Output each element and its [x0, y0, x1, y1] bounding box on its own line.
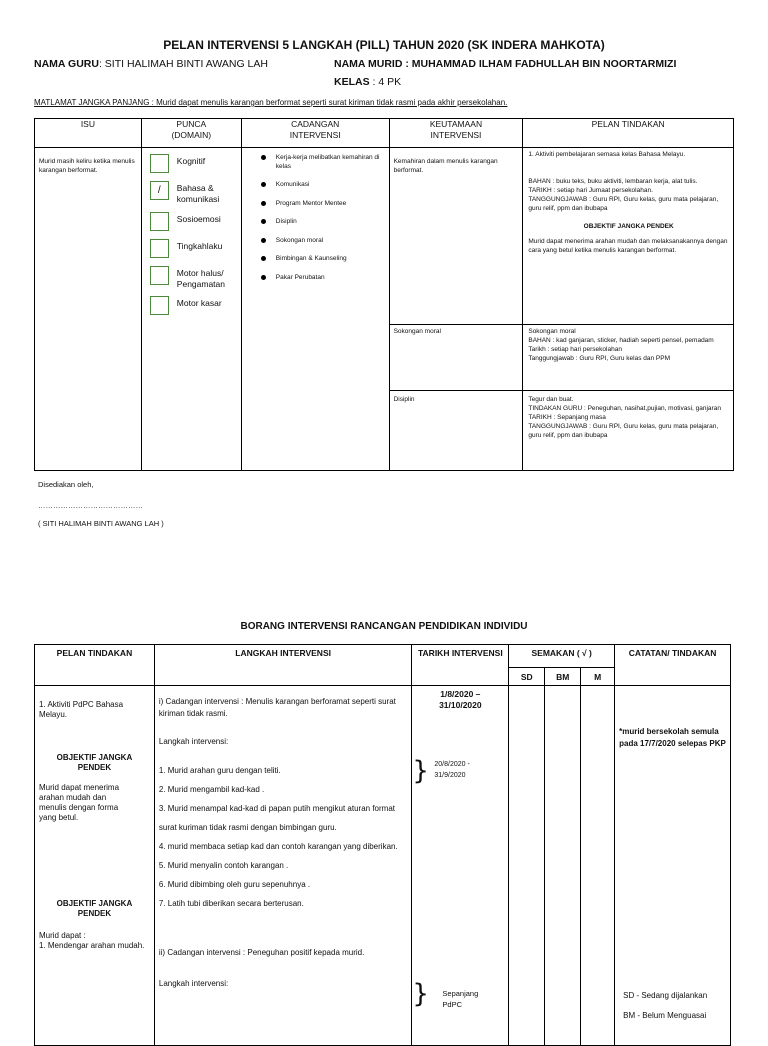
pelan-cell-1: [523, 148, 734, 325]
intervention-plan-table: [34, 118, 734, 471]
class-label: KELAS: [334, 76, 370, 88]
langkah-item: 2. Murid mengambil kad-kad .: [158, 785, 265, 794]
cadangan-item: Program Mentor Mentee: [258, 200, 381, 209]
semakan-sd-cell[interactable]: [509, 686, 545, 1046]
pelan-objective-heading: OBJEKTIF JANGKA PENDEK: [583, 223, 674, 230]
header-m: M: [581, 668, 615, 686]
langkah-item: 3. Murid menampal kad-kad di papan putih mengikut aturan format surat kuriman tidak rasmi dengan bimbingan guru.: [158, 804, 396, 832]
domain-list: [142, 148, 241, 315]
langkah-item: 5. Murid menyalin contoh karangan .: [158, 861, 289, 870]
form2-objective-1: OBJEKTIF JANGKA PENDEK: [56, 753, 133, 772]
domain-motor-kasar[interactable]: [150, 296, 241, 315]
tarikh-sub: 20/8/2020 - 31/9/2020: [434, 761, 470, 779]
cadangan-item: Bimbingan & Kaunseling: [258, 255, 381, 264]
student-name: NAMA MURID : MUHAMMAD ILHAM FADHULLAH BIN NOORTARMIZI: [334, 58, 677, 70]
domain-sosioemosi[interactable]: [150, 212, 241, 231]
form2-pelan-cell: [35, 686, 155, 1046]
langkah-item: Langkah intervensi:: [158, 737, 229, 746]
header-langkah: LANGKAH INTERVENSI: [154, 645, 412, 686]
langkah-item: ii) Cadangan intervensi : Peneguhan positif kepada murid.: [158, 948, 365, 957]
document-title: PELAN INTERVENSI 5 LANGKAH (PILL) TAHUN 2020 (SK INDERA MAHKOTA): [163, 38, 605, 52]
checkbox-tingkahlaku[interactable]: [150, 239, 169, 258]
header-punca: PUNCA (DOMAIN): [141, 119, 241, 148]
signature-line: ……………………………………: [38, 501, 143, 510]
cadangan-cell: [241, 148, 389, 471]
domain-label: Motor kasar: [176, 298, 222, 308]
form2-header-row: [35, 645, 731, 668]
header-semakan: SEMAKAN ( √ ): [509, 645, 615, 668]
header-pelan: PELAN TINDAKAN: [523, 119, 734, 148]
catatan-bm: BM - Belum Menguasai: [623, 1011, 707, 1020]
domain-motor-halus[interactable]: [150, 266, 241, 290]
domain-label: Kognitif: [176, 156, 206, 166]
table1-row-1: [35, 148, 734, 325]
semakan-bm-cell[interactable]: [545, 686, 581, 1046]
form2-objective-2: OBJEKTIF JANGKA PENDEK: [56, 899, 133, 918]
pelan-text: Tegur dan buat. TINDAKAN GURU : Peneguhan, nasihat,pujian, motivasi, ganjaran TARIKH : Sepanjang masa TANGGUNGJAWAB : Guru RPI, Guru kelas, guru mata pelajaran, guru relif, ppm dan ibubapa: [528, 396, 721, 439]
form2-title: BORANG INTERVENSI RANCANGAN PENDIDIKAN INDIVIDU: [240, 621, 528, 632]
langkah-item: 7. Latih tubi diberikan secara berterusan.: [158, 899, 304, 908]
checkbox-bahasa[interactable]: /: [150, 181, 169, 200]
domain-kognitif[interactable]: [150, 154, 241, 173]
langkah-item: i) Cadangan intervensi : Menulis karangan berforamat seperti surat kiriman tidak rasmi.: [158, 697, 396, 718]
cadangan-item: Sokongan moral: [258, 237, 381, 246]
keutamaan-text: Kemahiran dalam menulis karangan berformat.: [393, 158, 498, 174]
tarikh-sepanjang: Sepanjang PdPC: [442, 989, 479, 1009]
domain-label: Sosioemosi: [176, 214, 221, 224]
catatan-sd: SD - Sedang dijalankan: [623, 991, 708, 1000]
pelan-cell-2: [523, 325, 734, 391]
cadangan-item: Disiplin: [258, 218, 381, 227]
form2-pelan-2: Murid dapat menerima arahan mudah dan menulis dengan forma yang betul.: [39, 783, 120, 822]
rpi-intervention-table: [34, 644, 731, 1046]
keutamaan-cell-3: [389, 391, 523, 471]
langkah-item: 6. Murid dibimbing oleh guru sepenuhnya .: [158, 880, 311, 889]
header-isu: ISU: [35, 119, 142, 148]
class-value: : 4 PK: [372, 76, 402, 88]
cadangan-list: [242, 148, 389, 282]
header-catatan: CATATAN/ TINDAKAN: [615, 645, 731, 686]
header-keutamaan: KEUTAMAAN INTERVENSI: [389, 119, 523, 148]
langkah-list: [155, 686, 412, 993]
cadangan-item: Komunikasi: [258, 181, 381, 190]
form2-pelan-1: 1. Aktiviti PdPC Bahasa Melayu.: [39, 700, 124, 719]
long-term-goal: MATLAMAT JANGKA PANJANG : Murid dapat menulis karangan berformat seperti surat kiriman tidak rasmi pada akhir persekolahan.: [34, 98, 508, 107]
pelan-details: BAHAN : buku teks, buku aktiviti, lembaran kerja, alat tulis. TARIKH : setiap hari Jumaat persekolahan. TANGGUNGJAWAB : Guru RPI, Guru kelas, guru mata pelajaran, guru relif, ppm dan ibubapa: [528, 178, 719, 212]
domain-label: Motor halus/ Pengamatan: [176, 268, 225, 289]
isu-text: Murid masih keliru ketika menulis karangan berformat.: [39, 158, 135, 174]
form2-catatan-cell: [615, 686, 731, 1046]
cadangan-item: Pakar Perubatan: [258, 274, 381, 283]
pelan-cell-3: [523, 391, 734, 471]
form2-langkah-cell: [154, 686, 412, 1046]
class-info: [334, 76, 401, 88]
teacher-value: : SITI HALIMAH BINTI AWANG LAH: [98, 58, 268, 70]
teacher-label: NAMA GURU: [34, 58, 99, 70]
header-bm: BM: [545, 668, 581, 686]
teacher-name: [34, 58, 268, 70]
keutamaan-cell-2: [389, 325, 523, 391]
checkbox-motor-kasar[interactable]: [150, 296, 169, 315]
keutamaan-text: Sokongan moral: [393, 328, 441, 335]
form2-tarikh-cell: [412, 686, 509, 1046]
pelan-text: Sokongan moral BAHAN : kad ganjaran, sticker, hadiah seperti pensel, pemadam Tarikh : setiap hari persekolahan Tanggungjawab : Guru RPI, Guru kelas dan PPM: [528, 328, 714, 362]
keutamaan-text: Disiplin: [393, 396, 415, 403]
header-sd: SD: [509, 668, 545, 686]
langkah-item: 1. Murid arahan guru dengan teliti.: [158, 766, 281, 775]
checkbox-kognitif[interactable]: [150, 154, 169, 173]
isu-cell: [35, 148, 142, 471]
domain-label: Tingkahlaku: [176, 241, 223, 251]
header-cadangan: CADANGAN INTERVENSI: [241, 119, 389, 148]
catatan-note: *murid bersekolah semula pada 17/7/2020 selepas PKP: [619, 727, 726, 748]
langkah-item: Langkah intervensi:: [158, 979, 229, 988]
prepared-by-label: Disediakan oleh,: [38, 480, 94, 489]
brace-icon: }: [412, 979, 429, 1009]
checkbox-sosioemosi[interactable]: [150, 212, 169, 231]
pelan-activity: 1. Aktiviti pembelajaran semasa kelas Bahasa Melayu.: [528, 151, 686, 158]
domain-cell: [141, 148, 241, 471]
langkah-item: 4. murid membaca setiap kad dan contoh karangan yang diberikan.: [158, 842, 398, 851]
form2-pelan-3: Murid dapat : 1. Mendengar arahan mudah.: [39, 931, 145, 950]
tarikh-main: 1/8/2020 – 31/10/2020: [439, 689, 482, 710]
domain-bahasa[interactable]: [150, 181, 241, 205]
prepared-by-name: ( SITI HALIMAH BINTI AWANG LAH ): [38, 519, 164, 528]
pelan-objective-text: Murid dapat menerima arahan mudah dan melaksanakannya dengan cara yang betul ketika menulis karangan berformat.: [528, 238, 728, 254]
keutamaan-cell-1: [389, 148, 523, 325]
domain-tingkahlaku[interactable]: [150, 239, 241, 258]
header-pelan-tindakan: PELAN TINDAKAN: [35, 645, 155, 686]
domain-label: Bahasa & komunikasi: [176, 183, 220, 204]
table1-header-row: [35, 119, 734, 148]
cadangan-item: Kerja-kerja melibatkan kemahiran di kelas: [258, 154, 381, 171]
form2-body-row: [35, 686, 731, 1046]
semakan-m-cell[interactable]: [581, 686, 615, 1046]
brace-icon: }: [412, 756, 429, 786]
checkbox-motor-halus[interactable]: [150, 266, 169, 285]
header-tarikh: TARIKH INTERVENSI: [412, 645, 509, 686]
